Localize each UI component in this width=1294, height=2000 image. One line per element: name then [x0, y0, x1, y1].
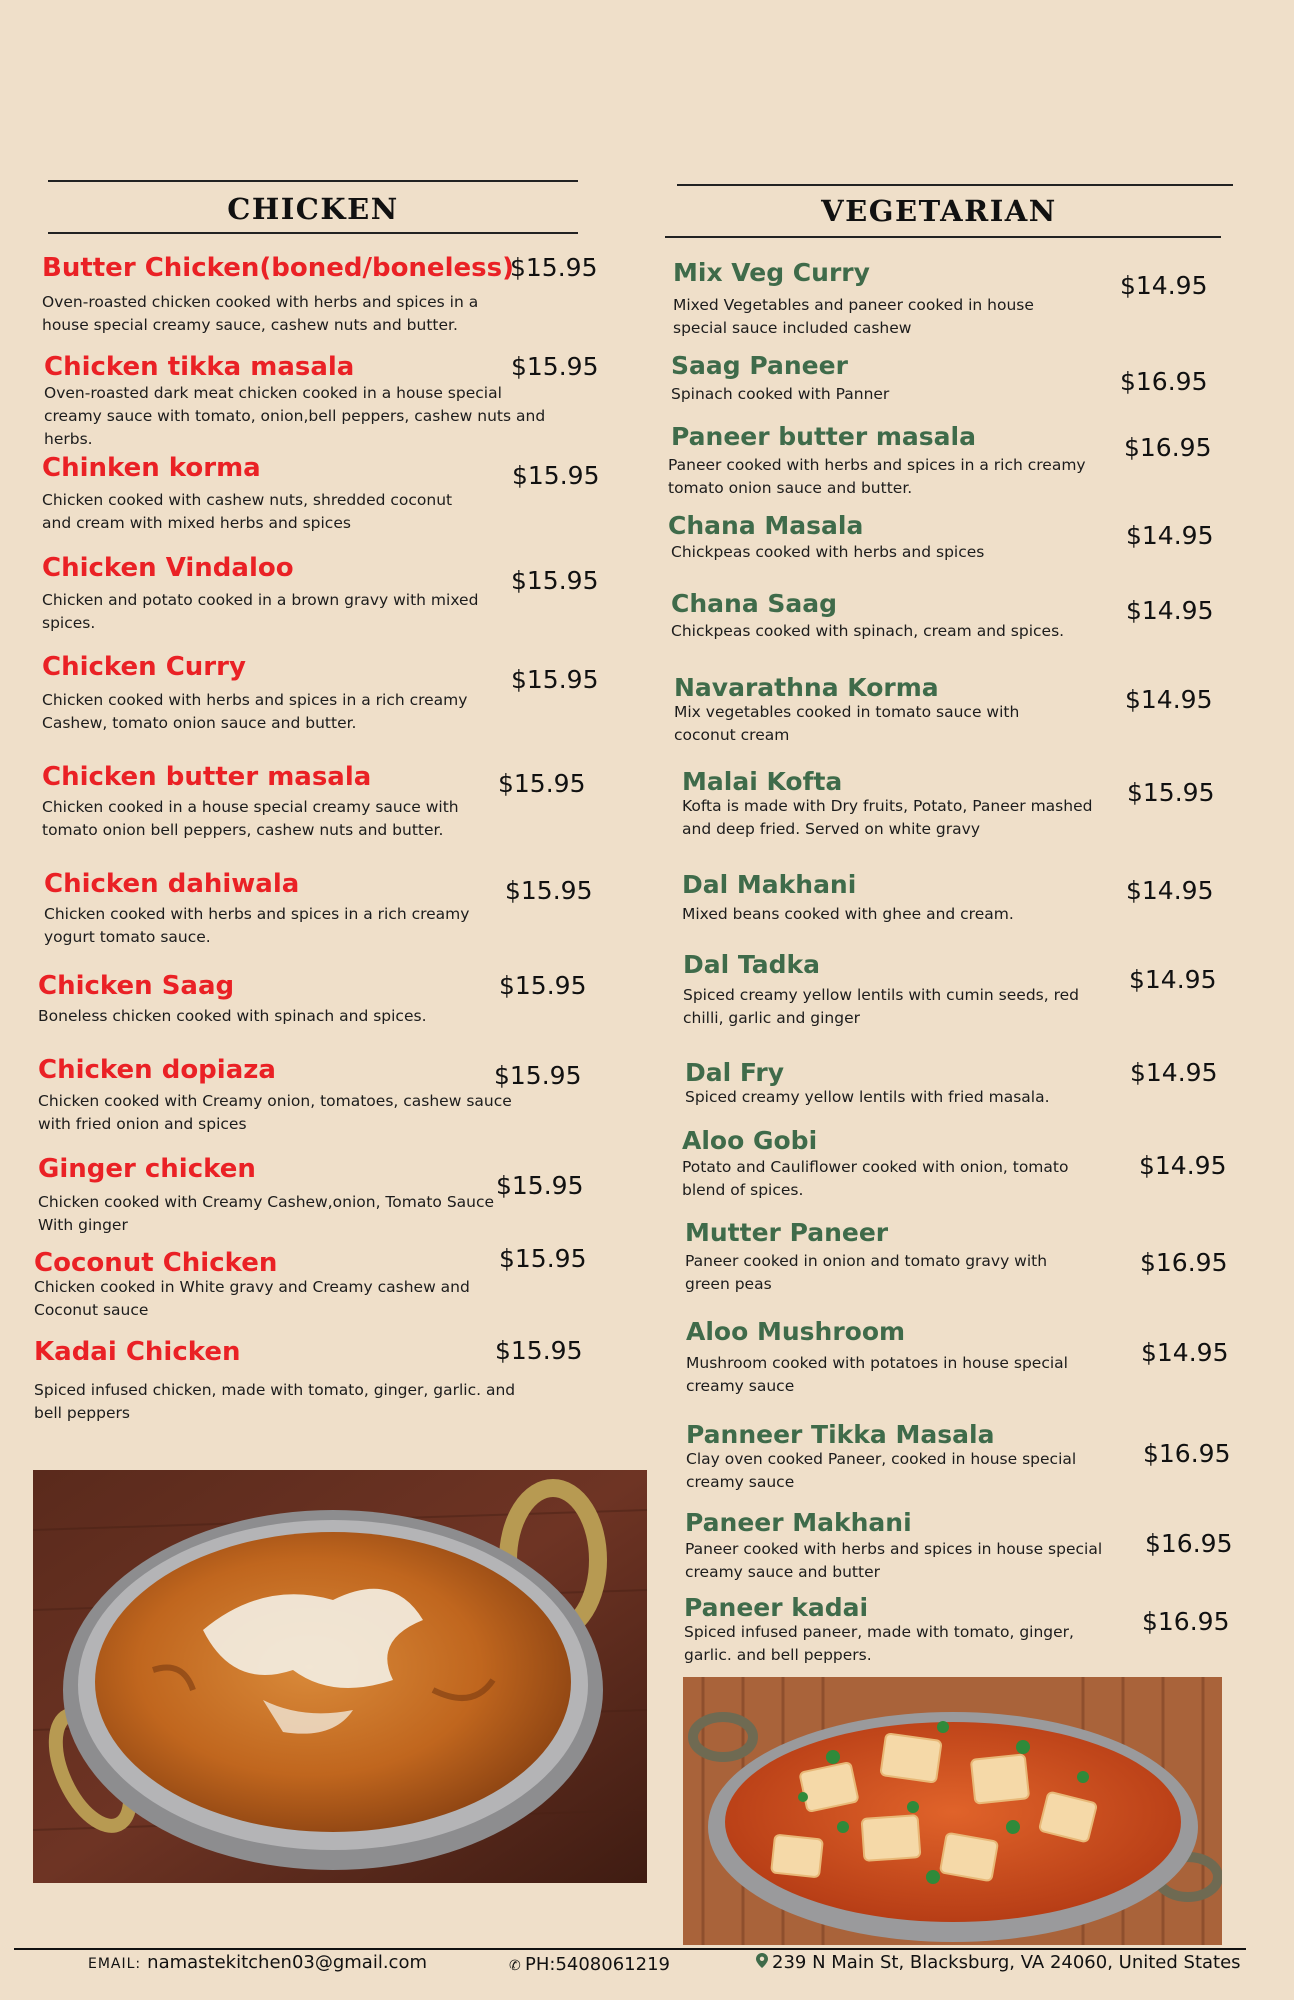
dish-description: Chicken cooked with Creamy onion, tomatoes, cashew sauce with fried onion and spices: [38, 1092, 512, 1133]
dish-description: Mix vegetables cooked in tomato sauce with coconut cream: [674, 703, 1020, 744]
menu-item: [38, 971, 598, 1031]
dish-name: Chinken korma: [42, 453, 261, 483]
dish-name: Dal Makhani: [682, 870, 857, 899]
dish-price: $14.95: [1126, 596, 1214, 625]
dish-description: Chicken cooked with Creamy Cashew,onion, Tomato Sauce With ginger: [38, 1193, 495, 1234]
menu-item: [673, 258, 1223, 338]
dish-name: Coconut Chicken: [34, 1248, 278, 1278]
dish-name: Mutter Paneer: [685, 1218, 889, 1247]
dish-description: Oven-roasted dark meat chicken cooked in a house special creamy sauce with tomato, onion,bell peppers, cashew nuts and herbs.: [44, 384, 546, 448]
dish-name: Paneer kadai: [684, 1593, 869, 1622]
dish-name: Chicken dahiwala: [44, 869, 300, 899]
dish-price: $16.95: [1140, 1248, 1228, 1277]
phone-icon: ✆: [509, 1958, 521, 1974]
location-pin-icon: [756, 1952, 772, 1973]
dish-price: $16.95: [1143, 1439, 1231, 1468]
dish-price: $15.95: [499, 971, 587, 1000]
menu-item: [42, 253, 602, 333]
dish-description: Chicken cooked in White gravy and Creamy cashew and Coconut sauce: [34, 1278, 470, 1319]
dish-description: Spiced infused paneer, made with tomato, ginger, garlic. and bell peppers.: [684, 1623, 1074, 1664]
dish-price: $16.95: [1145, 1529, 1233, 1558]
dish-name: Chicken dopiaza: [38, 1055, 276, 1085]
dish-description: Clay oven cooked Paneer, cooked in house special creamy sauce: [686, 1450, 1077, 1491]
dish-name: Navarathna Korma: [674, 673, 939, 702]
dish-price: $14.95: [1129, 965, 1217, 994]
menu-item: [684, 1593, 1234, 1673]
dish-description: Mixed Vegetables and paneer cooked in house special sauce included cashew: [673, 296, 1034, 337]
dish-description: Kofta is made with Dry fruits, Potato, Paneer mashed and deep fried. Served on white gravy: [682, 797, 1093, 838]
menu-item: [671, 351, 1221, 411]
dish-description: Chickpeas cooked with spinach, cream and spices.: [671, 622, 1065, 640]
dish-price: $15.95: [510, 253, 598, 282]
menu-item: [686, 1317, 1236, 1397]
dish-description: Chicken cooked with cashew nuts, shredded coconut and cream with mixed herbs and spices: [42, 491, 453, 532]
dish-name: Dal Fry: [685, 1058, 784, 1087]
dish-price: $14.95: [1126, 521, 1214, 550]
dish-price: $14.95: [1125, 685, 1213, 714]
dish-price: $14.95: [1130, 1058, 1218, 1087]
menu-item: [44, 869, 604, 949]
dish-description: Spiced infused chicken, made with tomato, ginger, garlic. and bell peppers: [34, 1381, 516, 1422]
dish-description: Spiced creamy yellow lentils with cumin seeds, red chilli, garlic and ginger: [683, 986, 1079, 1027]
menu-item: [682, 767, 1232, 847]
menu-item: [682, 1126, 1232, 1206]
menu-item: [38, 1154, 598, 1234]
address-text: 239 N Main St, Blacksburg, VA 24060, United States: [772, 1952, 1241, 1973]
dish-price: $15.95: [498, 769, 586, 798]
dish-price: $15.95: [494, 1061, 582, 1090]
dish-description: Paneer cooked in onion and tomato gravy with green peas: [685, 1252, 1048, 1293]
menu-item: [685, 1508, 1235, 1588]
menu-item: [668, 511, 1218, 571]
dish-price: $15.95: [512, 461, 600, 490]
dish-price: $15.95: [499, 1244, 587, 1273]
dish-name: Paneer Makhani: [685, 1508, 912, 1537]
dish-description: Chicken cooked with herbs and spices in a rich creamy Cashew, tomato onion sauce and butter.: [42, 691, 468, 732]
dish-description: Paneer cooked with herbs and spices in house special creamy sauce and butter: [685, 1540, 1103, 1581]
menu-item: [685, 1218, 1235, 1298]
butter-chicken-photo: [33, 1470, 647, 1883]
dish-price: $15.95: [511, 566, 599, 595]
menu-item: [671, 589, 1221, 649]
dish-price: $15.95: [496, 1171, 584, 1200]
dish-name: Chana Masala: [668, 511, 864, 540]
footer-phone[interactable]: [509, 1954, 670, 1975]
chicken-header: [48, 180, 578, 236]
dish-description: Potato and Cauliflower cooked with onion, tomato blend of spices.: [682, 1158, 1069, 1199]
dish-name: Butter Chicken(boned/boneless): [42, 253, 514, 283]
chicken-section-title: CHICKEN: [227, 192, 399, 226]
dish-name: Kadai Chicken: [34, 1337, 241, 1367]
dish-description: Spinach cooked with Panner: [671, 385, 890, 403]
footer-email[interactable]: [88, 1952, 427, 1973]
dish-name: Mix Veg Curry: [673, 258, 870, 287]
email-address: namastekitchen03@gmail.com: [147, 1952, 427, 1973]
dish-name: Panneer Tikka Masala: [686, 1420, 995, 1449]
dish-description: Oven-roasted chicken cooked with herbs and spices in a house special creamy sauce, cashew nuts and butter.: [42, 293, 479, 334]
dish-name: Chana Saag: [671, 589, 838, 618]
phone-number: PH:5408061219: [525, 1954, 670, 1975]
dish-price: $16.95: [1124, 433, 1212, 462]
dish-name: Chicken Curry: [42, 652, 246, 682]
menu-item: [686, 1420, 1236, 1500]
dish-description: Chicken cooked in a house special creamy sauce with tomato onion bell peppers, cashew nuts and butter.: [42, 798, 459, 839]
menu-item: [42, 453, 602, 533]
dish-name: Dal Tadka: [683, 950, 820, 979]
dish-name: Malai Kofta: [682, 767, 843, 796]
paneer-kadai-photo: [683, 1677, 1222, 1945]
dish-price: $15.95: [511, 352, 599, 381]
dish-price: $16.95: [1120, 367, 1208, 396]
menu-item: [34, 1244, 594, 1328]
vegetarian-section-title: VEGETARIAN: [821, 194, 1057, 228]
dish-price: $15.95: [1127, 778, 1215, 807]
dish-name: Chicken tikka masala: [44, 352, 355, 382]
dish-price: $15.95: [511, 665, 599, 694]
dish-description: Spiced creamy yellow lentils with fried masala.: [685, 1088, 1050, 1106]
dish-name: Chicken Vindaloo: [42, 553, 294, 583]
vegetarian-header: [665, 184, 1233, 240]
menu-item: [38, 1055, 598, 1135]
dish-price: $14.95: [1126, 876, 1214, 905]
menu-item: [668, 422, 1218, 502]
dish-price: $16.95: [1142, 1607, 1230, 1636]
menu-item: [42, 553, 602, 633]
dish-description: Chickpeas cooked with herbs and spices: [671, 543, 985, 561]
dish-description: Boneless chicken cooked with spinach and spices.: [38, 1007, 427, 1025]
dish-name: Paneer butter masala: [671, 422, 976, 451]
divider: [665, 236, 1221, 238]
menu-item: [42, 652, 602, 732]
dish-price: $15.95: [495, 1336, 583, 1365]
dish-name: Saag Paneer: [671, 351, 848, 380]
email-label: EMAIL:: [88, 1956, 142, 1972]
dish-price: $15.95: [505, 876, 593, 905]
footer-address[interactable]: [756, 1952, 1241, 1973]
menu-item: [42, 762, 602, 842]
menu-item: [44, 352, 604, 452]
menu-item: [674, 673, 1224, 753]
menu-item: [34, 1337, 594, 1427]
dish-description: Chicken cooked with herbs and spices in a rich creamy yogurt tomato sauce.: [44, 905, 470, 946]
divider: [48, 232, 578, 234]
divider: [677, 184, 1233, 186]
dish-name: Chicken butter masala: [42, 762, 372, 792]
dish-description: Paneer cooked with herbs and spices in a rich creamy tomato onion sauce and butter.: [668, 456, 1086, 497]
dish-description: Chicken and potato cooked in a brown gravy with mixed spices.: [42, 591, 479, 632]
footer-divider: [14, 1948, 1246, 1950]
menu-item: [682, 870, 1232, 930]
dish-name: Aloo Gobi: [682, 1126, 818, 1155]
dish-price: $14.95: [1141, 1338, 1229, 1367]
dish-description: Mushroom cooked with potatoes in house special creamy sauce: [686, 1354, 1068, 1395]
divider: [48, 180, 578, 182]
dish-price: $14.95: [1139, 1151, 1227, 1180]
dish-name: Chicken Saag: [38, 971, 235, 1001]
dish-price: $14.95: [1120, 271, 1208, 300]
dish-name: Ginger chicken: [38, 1154, 256, 1184]
menu-item: [683, 950, 1233, 1030]
menu-item: [685, 1058, 1235, 1118]
dish-description: Mixed beans cooked with ghee and cream.: [682, 905, 1014, 923]
dish-name: Aloo Mushroom: [686, 1317, 906, 1346]
